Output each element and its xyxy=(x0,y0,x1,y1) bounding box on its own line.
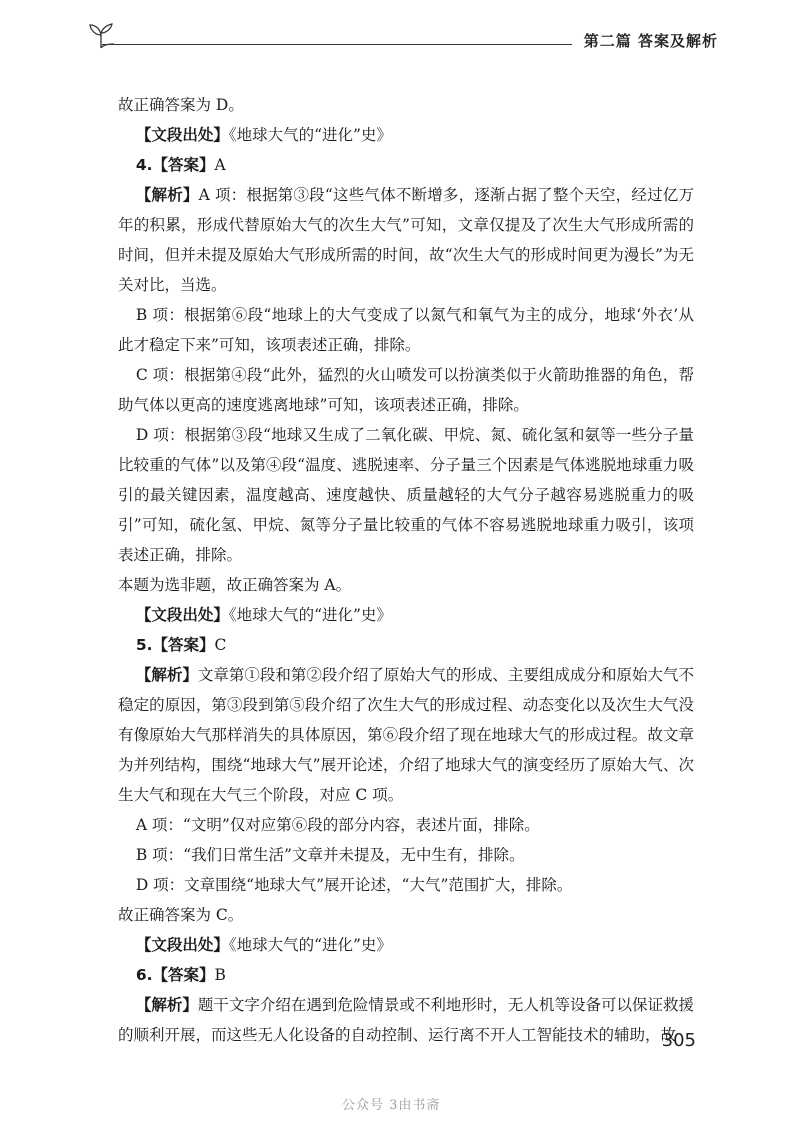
paragraph xyxy=(118,900,694,930)
paragraph xyxy=(118,660,694,810)
paragraph xyxy=(118,300,694,360)
body-text: B 项：根据第⑥段“地球上的大气变成了以氮气和氧气为主的成分，地球‘外衣’从此才稳定下来”可知，该项表述正确，排除。 xyxy=(118,306,694,354)
paragraph xyxy=(118,930,694,960)
paragraph xyxy=(118,630,694,660)
body-text: A xyxy=(214,156,226,174)
body-text: 题干文字介绍在遇到危险情景或不利地形时，无人机等设备可以保证救援的顺利开展，而这些无人化设备的自动控制、运行离不开人工智能技术的辅助，故 xyxy=(118,996,694,1044)
paragraph xyxy=(118,90,694,120)
paragraph xyxy=(118,360,694,420)
label-text: 6. xyxy=(135,966,153,984)
body-text: D 项：文章围绕“地球大气”展开论述，“大气”范围扩大，排除。 xyxy=(135,876,573,894)
header-rule xyxy=(102,44,572,45)
paragraph xyxy=(118,810,694,840)
body-text: B 项：“我们日常生活”文章并未提及，无中生有，排除。 xyxy=(135,846,525,864)
label-text: 【解析】 xyxy=(135,666,198,684)
section-title: 第二篇 答案及解析 xyxy=(583,32,718,50)
body-text: A 项：根据第③段“这些气体不断增多，逐渐占据了整个天空，经过亿万年的积累，形成代替原始大气的次生大气”可知，文章仅提及了次生大气形成所需的时间，但并未提及原始大气形成所需的时间，故“次生大气的形成时间更为漫长”为无关对比，当选。 xyxy=(118,186,694,294)
body-text: 本题为选非题，故正确答案为 A。 xyxy=(118,576,352,594)
body-text: 故正确答案为 C。 xyxy=(118,906,244,924)
body-text: A 项：“文明”仅对应第⑥段的部分内容，表述片面，排除。 xyxy=(135,816,540,834)
label-text: 【解析】 xyxy=(135,186,199,204)
paragraph xyxy=(118,990,694,1050)
label-text: 【答案】 xyxy=(152,636,215,654)
paragraph xyxy=(118,420,694,570)
paragraph xyxy=(118,960,694,990)
paragraph xyxy=(118,840,694,870)
label-text: 【文段出处】 xyxy=(135,936,229,954)
label-text: 【解析】 xyxy=(135,996,198,1014)
paragraph xyxy=(118,870,694,900)
body-text: C 项：根据第④段“此外，猛烈的火山喷发可以扮演类似于火箭助推器的角色，帮助气体以更高的速度逃离地球”可知，该项表述正确，排除。 xyxy=(118,366,694,414)
body-text: C xyxy=(214,636,227,654)
body-text: D 项：根据第③段“地球又生成了二氧化碳、甲烷、氮、硫化氢和氨等一些分子量比较重的气体”以及第④段“温度、逃脱速率、分子量三个因素是气体逃脱地球重力吸引的最关键因素，温度越高、速度越快、质量越轻的大气分子越容易逃脱重力的吸引”可知，硫化氢、甲烷、氮等分子量比较重的气体不容易逃脱地球重力吸引，该项表述正确，排除。 xyxy=(118,426,694,564)
paragraph xyxy=(118,120,694,150)
body-text: B xyxy=(214,966,226,984)
paragraph xyxy=(118,180,694,300)
page-header xyxy=(88,20,718,60)
paragraph xyxy=(118,570,694,600)
page-number: 305 xyxy=(661,1030,696,1051)
label-text: 4. xyxy=(135,156,153,174)
label-text: 5. xyxy=(135,636,153,654)
label-text: 【答案】 xyxy=(152,966,215,984)
paragraph xyxy=(118,600,694,630)
body-text: 《地球大气的“进化”史》 xyxy=(228,936,392,954)
sprout-icon xyxy=(88,20,114,50)
paragraph xyxy=(118,150,694,180)
answer-content xyxy=(118,90,694,1050)
body-text: 《地球大气的“进化”史》 xyxy=(228,606,392,624)
body-text: 《地球大气的“进化”史》 xyxy=(228,126,392,144)
body-text: 文章第①段和第②段介绍了原始大气的形成、主要组成成分和原始大气不稳定的原因，第③段到第⑤段介绍了次生大气的形成过程、动态变化以及次生大气没有像原始大气那样消失的具体原因，第⑥段介绍了现在地球大气的形成过程。故文章为并列结构，围绕“地球大气”展开论述，介绍了地球大气的演变经历了原始大气、次生大气和现在大气三个阶段，对应 C 项。 xyxy=(118,666,694,804)
label-text: 【文段出处】 xyxy=(135,126,229,144)
label-text: 【文段出处】 xyxy=(135,606,229,624)
watermark: 公众号 3由书斋 xyxy=(342,1098,441,1113)
label-text: 【答案】 xyxy=(152,156,215,174)
body-text: 故正确答案为 D。 xyxy=(118,96,244,114)
